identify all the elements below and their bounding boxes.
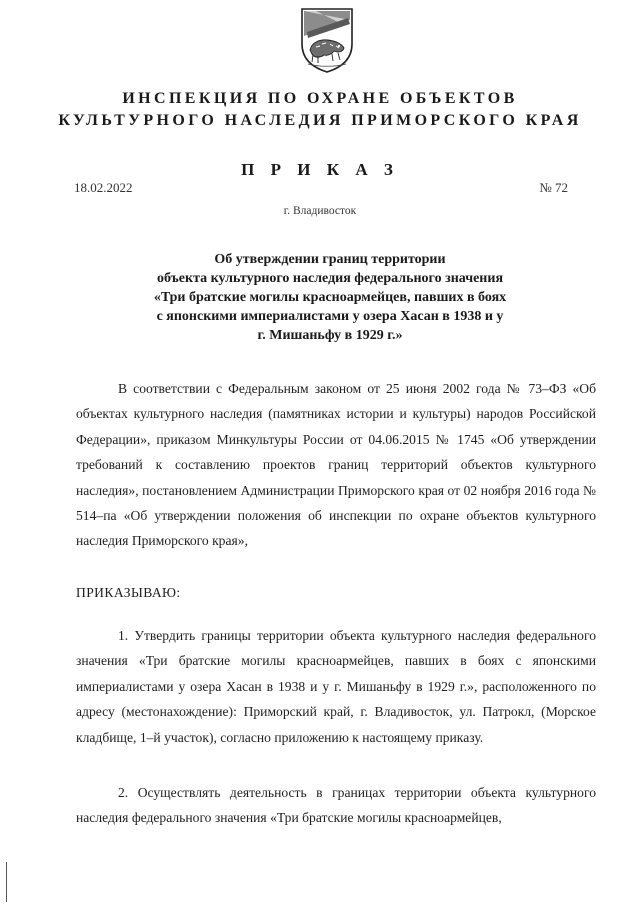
document-city: г. Владивосток [283, 205, 357, 217]
order-item-2: 2. Осуществлять деятельность в границах территории объекта культурного наследия федерального значения «Три братские могилы красноармейцев, [76, 785, 596, 826]
document-date: 18.02.2022 [74, 180, 133, 195]
organization-name-line-2: КУЛЬТУРНОГО НАСЛЕДИЯ ПРИМОРСКОГО КРАЯ [58, 112, 582, 129]
scan-edge-line [6, 862, 7, 902]
subject-line: объекта культурного наследия федерального значения [156, 271, 504, 286]
coat-of-arms-icon [298, 6, 356, 74]
subject-line: «Три братские могилы красноармейцев, павших в боях [153, 290, 507, 305]
order-item-1: 1. Утвердить границы территории объекта культурного наследия федерального значения «Три братские могилы красноармейцев, павших в боях с японскими империалистами у озера Хасан в 1938 и у г. Мишаньфу в 1929 г.», расположенного по адресу (местонахождение): Приморский край, г. Владивосток, ул. Патрокл, (Морское кладбище, 1–й участок), согласно приложению к настоящему приказу. [76, 628, 596, 745]
document-type-title: П Р И К А З [241, 160, 399, 179]
document-number: № 72 [539, 180, 568, 195]
subject-line: с японскими империалистами у озера Хасан в 1938 и у [156, 309, 504, 324]
order-word: ПРИКАЗЫВАЮ: [76, 585, 181, 600]
organization-name-line-1: ИНСПЕКЦИЯ ПО ОХРАНЕ ОБЪЕКТОВ [122, 90, 518, 107]
preamble-paragraph: В соответствии с Федеральным законом от 25 июня 2002 года № 73–ФЗ «Об объектах культурного наследия (памятниках истории и культуры) народов Российской Федерации», приказом Минкультуры России от 04.06.2015 № 1745 «Об утверждении требований к составлению проектов границ территорий объектов культурного наследия», постановлением Администрации Приморского края от 02 ноября 2016 года № 514–па «Об утверждении положения об инспекции по охране объектов культурного наследия Приморского края», [76, 381, 596, 549]
document-subject [110, 250, 550, 345]
subject-line: г. Мишаньфу в 1929 г.» [257, 328, 403, 343]
subject-line: Об утверждении границ территории [214, 252, 446, 267]
